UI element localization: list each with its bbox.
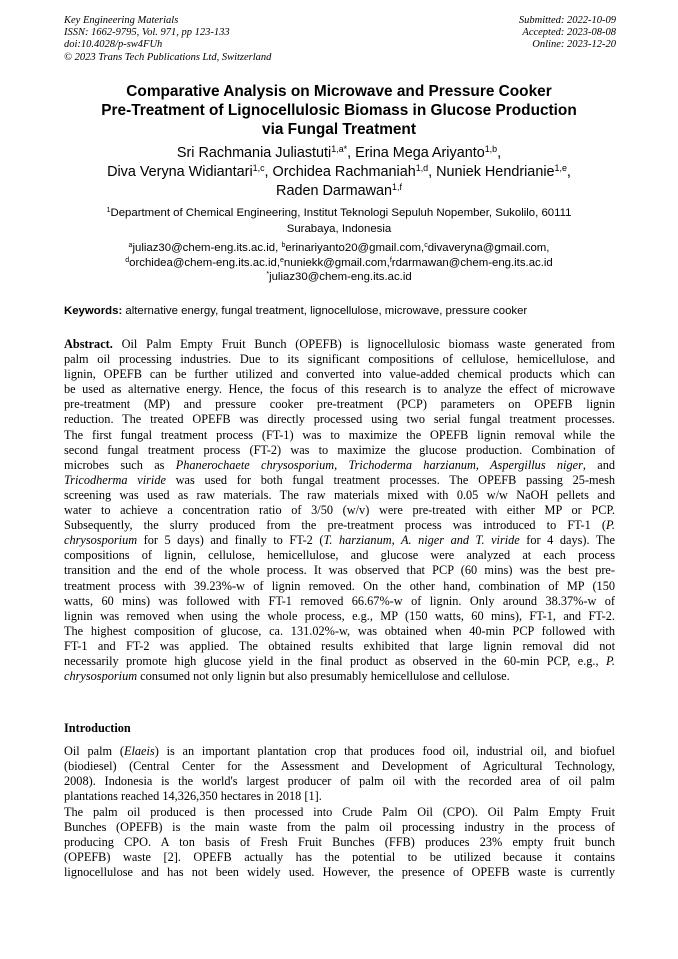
author-emails (40, 241, 638, 285)
submitted-date: Submitted: 2022-10-09 (518, 15, 616, 26)
species-names: T. harzianum, A. niger and T. viride (323, 533, 520, 548)
abstract-line: The highest composition of glucose, ca. 131.02%-w, was obtained when 40-min PCP followed with (64, 623, 615, 638)
intro-line: The palm oil produced is then processed into Crude Palm Oil (CPO). Oil Palm Empty Fruit (64, 805, 615, 819)
author-list: Sri Rachmania Juliastuti$^{1,a*}$, Erina Mega Ariyanto$^{1,b}$, Diva Veryna Widiantari$^{1,c}$, Orchidea Rachmaniah$^{1,d}$, Nuniek Hendrianie$^{1,e}$, Raden Darmawan$^{1,f}$ (107, 144, 571, 199)
title-line: Pre-Treatment of Lignocellulosic Biomass in Glucose Production (101, 102, 577, 119)
affiliation-sup: 1 (106, 207, 111, 215)
journal-name: Key Engineering Materials (64, 15, 179, 26)
abstract-line: FT-1 and FT-2 was applied. The obtained results exhibited that large lignin removal did not (64, 638, 615, 653)
author-name: Erina Mega Ariyanto (355, 145, 485, 161)
abstract-text: was used for both fungal treatment processes. The OPEFB passing 25-mesh (165, 472, 615, 487)
author-affil-sup: 1,f (392, 182, 402, 193)
keywords (64, 304, 616, 319)
abstract-line: reduction. The treated OPEFB was directly processed using two serial fungal treatment processes. (64, 412, 615, 427)
species-name: chrysosporium (64, 533, 138, 548)
copyright: © 2023 Trans Tech Publications Ltd, Switzerland (64, 51, 272, 63)
email-sup: c (424, 242, 428, 250)
email-link[interactable]: rdarmawan@chem-eng.its.ac.id (391, 256, 553, 269)
abstract-line: lignin, OPEFB can be further utilized and converted into value-added chemical products which can (64, 367, 615, 382)
intro-text: ) is an important plantation crop that produces food oil, industrial oil, and biofuel (154, 744, 615, 758)
author-affil-sup: 1,d (415, 163, 429, 174)
email-link[interactable]: nuniekk@gmail.com, (283, 256, 390, 269)
abstract-line: transition and the end of the whole process. It was observed that PCP (60 mins) was the best pre- (64, 563, 615, 578)
species-name: chrysosporium (64, 669, 138, 684)
affiliation (40, 206, 638, 237)
email-sup: f (389, 256, 392, 264)
abstract-text: , and (582, 457, 615, 472)
abstract-line: second fungal treatment process (FT-2) was to maximize the glucose production. Combination of (64, 442, 615, 457)
email-link[interactable]: erinariyanto20@gmail.com, (285, 242, 425, 254)
intro-paragraph (64, 805, 615, 880)
species-names: Phanerochaete chrysosporium, Trichoderma harzianum, Aspergillus niger (175, 457, 583, 472)
corresponding-email[interactable]: juliaz30@chem-eng.its.ac.id (269, 271, 412, 284)
affiliation-line: Department of Chemical Engineering, Institut Teknologi Sepuluh Nopember, Sukolilo, 60111 (110, 207, 572, 219)
abstract-label: Abstract. (64, 337, 113, 351)
abstract-line: treatment process with 39.23%-w of lignin removed. On the other hand, combination of MP (150 (64, 578, 615, 593)
abstract (64, 337, 615, 684)
email-sup: a (128, 242, 133, 250)
species-name: P. (605, 653, 615, 668)
intro-line: (OPEFB) waste [2]. OPEFB actually has the potential to be utilized because it contains (64, 850, 615, 865)
email-link[interactable]: juliaz30@chem-eng.its.ac.id, (132, 242, 279, 254)
author-affil-sup: 1,b (484, 144, 498, 155)
keywords-label: Keywords: (64, 305, 123, 317)
journal-header-right (519, 15, 616, 52)
intro-line: producing CPO. A ton basis of Fresh Fruit Bunches (FFB) produces 23% empty fruit bunch (64, 835, 615, 850)
email-sup: b (281, 242, 286, 250)
species-name: Elaeis (123, 744, 155, 758)
abstract-line: screening was used as raw materials. The raw materials mixed with 0.05 w/w NaOH pellets and (64, 487, 615, 502)
doi: doi:10.4028/p-sw4FUh (64, 39, 163, 51)
abstract-line: lignin was removed when using the whole process, e.g., MP (150 watts, 60 mins), FT-1, and FT-2. (64, 608, 615, 623)
corresponding-sup: * (266, 271, 270, 279)
abstract-line: be used as alternative energy. Hence, the focus of this research is to analyze the effect of microwave (64, 382, 615, 397)
species-name: Tricodherma viride (64, 472, 166, 487)
intro-line: (biodiesel) (Central Center for the Assessment and Development of Agricultural Technology, (64, 759, 615, 774)
intro-line: Bunches (OPEFB) is the main waste from the palm oil processing industry in the process of (64, 820, 615, 835)
affiliation-line: Surabaya, Indonesia (286, 222, 392, 235)
author-affil-sup: 1,c (252, 163, 265, 174)
email-link[interactable]: orchidea@chem-eng.its.ac.id, (129, 256, 280, 269)
abstract-text: Subsequently, the slurry produced from the pre-treatment process was introduced to FT-1 ( (64, 518, 606, 533)
species-name: P. (605, 518, 615, 533)
accepted-date: Accepted: 2023-08-08 (522, 27, 616, 39)
intro-text: Oil palm ( (64, 744, 124, 758)
author-name: Nuniek Hendrianie (436, 164, 555, 180)
paper-title (40, 82, 638, 139)
abstract-text: necessarily promote high glucose yield in the final product as observed in the 60-min PCP, e.g., (64, 653, 599, 668)
abstract-text: for 5 days) and finally to FT-2 ( (137, 533, 324, 548)
abstract-line: Oil Palm Empty Fruit Bunch (OPEFB) is lignocellulosic biomass waste generated from (112, 337, 615, 351)
abstract-line: pre-treatment (MP) and pressure cooker pre-treatment (PCP) parameters on OPEFB lignin (64, 397, 615, 412)
author-name: Orchidea Rachmaniah (272, 164, 416, 180)
online-date: Online: 2023-12-20 (532, 39, 616, 51)
keywords-text: alternative energy, fungal treatment, lignocellulose, microwave, pressure cooker (122, 305, 528, 317)
author-affil-sup: 1,a* (331, 144, 348, 155)
intro-line: lignocellulose and has not been widely used. However, the presence of OPEFB waste is currently (64, 865, 615, 880)
author-name: Diva Veryna Widiantari (107, 164, 253, 180)
title-line: Comparative Analysis on Microwave and Pressure Cooker (126, 83, 552, 100)
section-heading-introduction: Introduction (64, 721, 131, 735)
abstract-text: for 4 days). The (519, 533, 615, 548)
intro-line: plantations reached 14,326,350 hectares in 2018 [1]. (64, 789, 322, 804)
abstract-text: microbes such as (64, 457, 176, 472)
intro-paragraph (64, 744, 615, 804)
intro-line: 2008). Indonesia is the world's largest producer of palm oil with the recorded area of oil palm (64, 774, 615, 789)
abstract-line: The first fungal treatment process (FT-1) was to maximize the OPEFB lignin removal while the (64, 427, 615, 442)
abstract-line: palm oil processing industries. Due to its significant compositions of cellulose, hemicellulose, and (64, 352, 615, 367)
abstract-text: consumed not only lignin but also presumably hemicellulose and cellulose. (137, 669, 510, 684)
author-name: Sri Rachmania Juliastuti (176, 145, 332, 161)
abstract-line: compositions of lignin, cellulose, hemicellulose, and glucose were analyzed at each process (64, 548, 615, 563)
author-affil-sup: 1,e (554, 163, 567, 174)
issn-volume: ISSN: 1662-9795, Vol. 971, pp 123-133 (64, 27, 230, 39)
email-sup: d (125, 256, 130, 264)
journal-header-left (64, 15, 271, 64)
title-line: via Fungal Treatment (262, 121, 416, 138)
email-sup: e (280, 256, 284, 264)
abstract-line: watts, 60 mins) was followed with FT-1 removed 66.67%-w of lignin. Only around 38.37%-w of (64, 593, 615, 608)
email-link[interactable]: divaveryna@gmail.com, (427, 242, 550, 254)
author-name: Raden Darmawan (276, 183, 393, 199)
abstract-line: water to achieve a concentration ratio of 3/50 (w/v) were pre-treated with either MP or PCP. (64, 503, 615, 518)
